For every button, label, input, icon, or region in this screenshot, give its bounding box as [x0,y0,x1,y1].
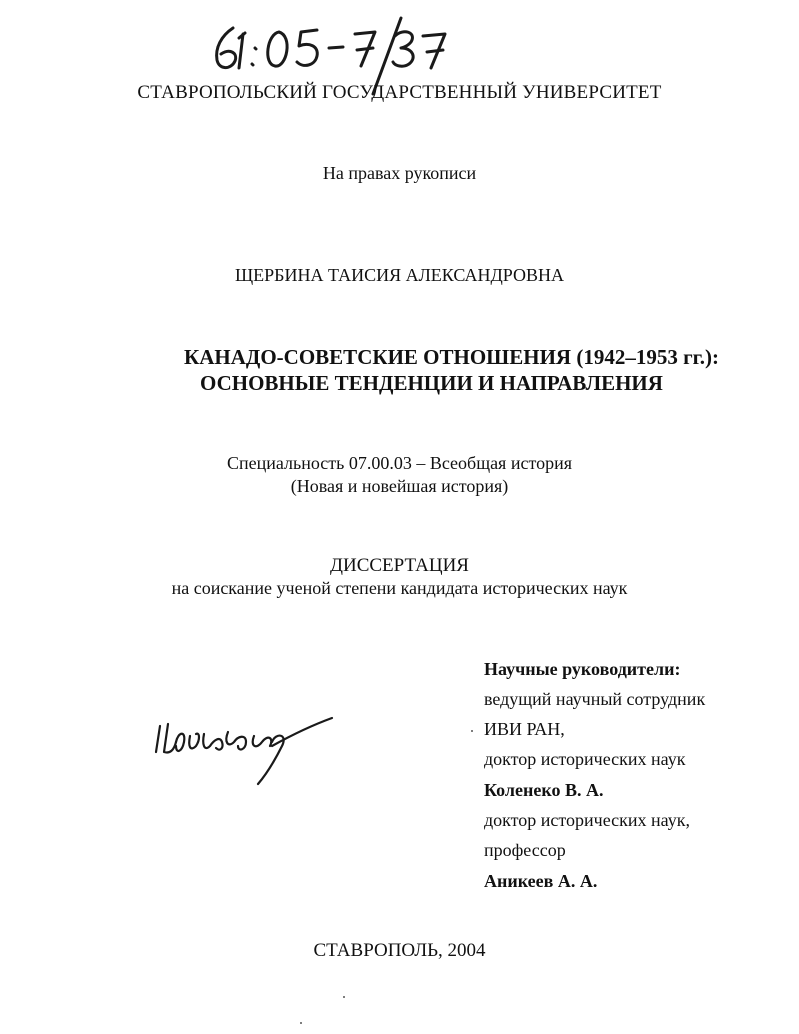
scan-speck [343,996,345,998]
specialty-line-2: (Новая и новейшая история) [290,476,509,496]
supervisor-line: ИВИ РАН, [484,719,565,739]
degree-purpose: на соискание ученой степени кандидата исторических наук [171,578,628,598]
university-name: СТАВРОПОЛЬСКИЙ ГОСУДАРСТВЕННЫЙ УНИВЕРСИТЕТ [137,82,662,103]
supervisor-line: доктор исторических наук [484,749,686,769]
dissertation-title-line-1: КАНАДО-СОВЕТСКИЕ ОТНОШЕНИЯ (1942–1953 гг.): [184,345,720,369]
supervisor-name-anikeev: Аникеев А. А. [484,871,598,891]
manuscript-rights-note: На правах рукописи [322,163,477,183]
supervisor-line: профессор [484,840,566,860]
supervisors-heading: Научные руководители: [484,659,681,679]
supervisor-line: доктор исторических наук, [484,810,690,830]
city-year: СТАВРОПОЛЬ, 2004 [313,940,486,961]
author-name: ЩЕРБИНА ТАИСИЯ АЛЕКСАНДРОВНА [235,265,564,285]
scan-speck [471,730,473,732]
scan-speck [300,1022,302,1024]
dissertation-label: ДИССЕРТАЦИЯ [330,555,469,576]
dissertation-title-line-2: ОСНОВНЫЕ ТЕНДЕНЦИИ И НАПРАВЛЕНИЯ [200,371,663,395]
supervisor-line: ведущий научный сотрудник [484,689,706,709]
supervisor-name-kolenko: Коленеко В. А. [484,780,604,800]
specialty-line-1: Специальность 07.00.03 – Всеобщая история [226,453,573,473]
author-signature [150,712,340,794]
